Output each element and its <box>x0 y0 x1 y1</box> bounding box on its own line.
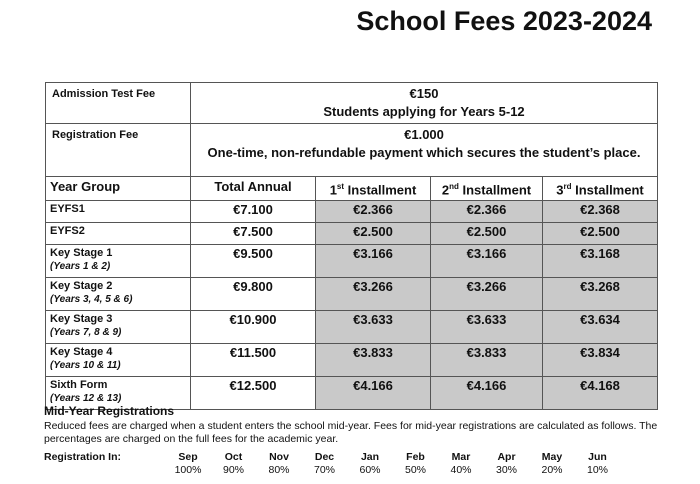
month-percentage: 40% <box>450 464 472 476</box>
month-percentage: 30% <box>495 464 517 476</box>
installment-cell: €3.833 <box>431 344 543 377</box>
installment-cell: €2.500 <box>431 223 543 245</box>
month-column <box>257 451 301 477</box>
total-annual-cell: €9.500 <box>191 245 316 278</box>
month-column <box>394 451 438 477</box>
total-annual-cell: €9.800 <box>191 278 316 311</box>
year-group-sub: (Years 10 & 11) <box>50 360 121 372</box>
installment-cell: €3.266 <box>316 278 431 311</box>
month-column <box>530 451 574 477</box>
month-name: May <box>541 451 563 463</box>
header-installment-3: 3rd Installment <box>543 177 658 201</box>
year-group-sub: (Years 12 & 13) <box>50 393 122 405</box>
month-name: Dec <box>314 451 335 463</box>
month-percentage: 70% <box>313 464 335 476</box>
installment-cell: €4.168 <box>543 377 658 410</box>
year-group-cell <box>46 344 191 377</box>
month-percentage: 100% <box>174 464 202 476</box>
installment-cell: €2.366 <box>431 201 543 223</box>
month-column <box>485 451 529 477</box>
year-group-name: Sixth Form <box>50 379 108 392</box>
registration-note: One-time, non-refundable payment which secures the student’s place. <box>207 145 641 160</box>
installment-cell: €3.268 <box>543 278 658 311</box>
year-group-sub: (Years 1 & 2) <box>50 261 111 273</box>
table-row <box>46 278 658 311</box>
installment-cell: €2.368 <box>543 201 658 223</box>
month-name: Jun <box>588 451 607 463</box>
installment-cell: €2.366 <box>316 201 431 223</box>
page-title: School Fees 2023-2024 <box>356 6 652 36</box>
total-annual-cell: €11.500 <box>191 344 316 377</box>
month-percentage: 80% <box>268 464 290 476</box>
installment-cell: €2.500 <box>543 223 658 245</box>
table-row <box>46 201 658 223</box>
installment-cell: €3.633 <box>431 311 543 344</box>
month-name: Nov <box>269 451 289 463</box>
month-name: Mar <box>451 451 471 463</box>
year-group-name: Key Stage 2 <box>50 280 113 293</box>
month-percentage: 60% <box>359 464 381 476</box>
midyear-title: Mid-Year Registrations <box>44 404 175 418</box>
month-name: Feb <box>406 451 425 463</box>
registration-amount: €1.000 <box>404 127 444 142</box>
registration-in-label: Registration In: <box>44 451 122 463</box>
year-group-cell <box>46 245 191 278</box>
total-annual-cell: €7.500 <box>191 223 316 245</box>
installment-cell: €4.166 <box>431 377 543 410</box>
year-group-cell <box>46 201 191 223</box>
month-percentage: 20% <box>541 464 563 476</box>
year-group-name: Key Stage 4 <box>50 346 113 359</box>
table-row <box>46 245 658 278</box>
registration-label: Registration Fee <box>46 124 191 177</box>
month-percentage: 50% <box>404 464 426 476</box>
table-row <box>46 311 658 344</box>
admission-row <box>46 83 658 124</box>
year-group-cell <box>46 223 191 245</box>
year-group-name: EYFS1 <box>50 203 85 216</box>
fees-table <box>45 82 658 410</box>
month-percentage: 90% <box>222 464 244 476</box>
table-row <box>46 344 658 377</box>
month-percentage: 10% <box>586 464 608 476</box>
year-group-cell <box>46 278 191 311</box>
total-annual-cell: €12.500 <box>191 377 316 410</box>
month-name: Apr <box>497 451 516 463</box>
table-row <box>46 223 658 245</box>
year-group-name: Key Stage 3 <box>50 313 113 326</box>
admission-note: Students applying for Years 5-12 <box>323 104 525 119</box>
header-year-group: Year Group <box>46 177 191 201</box>
year-group-cell <box>46 311 191 344</box>
installment-cell: €3.166 <box>431 245 543 278</box>
year-group-sub: (Years 3, 4, 5 & 6) <box>50 294 133 306</box>
installment-cell: €3.634 <box>543 311 658 344</box>
installment-cell: €3.168 <box>543 245 658 278</box>
admission-amount: €150 <box>409 86 439 101</box>
installment-cell: €3.833 <box>316 344 431 377</box>
year-group-name: EYFS2 <box>50 225 85 238</box>
month-column <box>166 451 210 477</box>
month-name: Oct <box>224 451 243 463</box>
installment-cell: €3.633 <box>316 311 431 344</box>
month-name: Jan <box>360 451 380 463</box>
month-column <box>439 451 483 477</box>
total-annual-cell: €10.900 <box>191 311 316 344</box>
month-column <box>212 451 256 477</box>
year-group-sub: (Years 7, 8 & 9) <box>50 327 122 339</box>
installment-cell: €4.166 <box>316 377 431 410</box>
month-name: Sep <box>178 451 198 463</box>
installment-cell: €3.266 <box>431 278 543 311</box>
header-installment-1: 1st Installment <box>316 177 431 201</box>
installment-cell: €2.500 <box>316 223 431 245</box>
total-annual-cell: €7.100 <box>191 201 316 223</box>
table-header-row <box>46 177 658 201</box>
admission-label: Admission Test Fee <box>46 83 191 124</box>
registration-row <box>46 124 658 177</box>
admission-value <box>191 83 658 124</box>
year-group-name: Key Stage 1 <box>50 247 113 260</box>
installment-cell: €3.166 <box>316 245 431 278</box>
month-column <box>348 451 392 477</box>
month-column <box>576 451 620 477</box>
installment-cell: €3.834 <box>543 344 658 377</box>
midyear-text: Reduced fees are charged when a student enters the school mid-year. Fees for mid-year registrations are calculated as follows. The percentages are charged on the full fees for the academic year. <box>44 420 658 445</box>
registration-value <box>191 124 658 177</box>
header-total: Total Annual <box>191 177 316 201</box>
registration-months <box>44 451 664 481</box>
month-column <box>303 451 347 477</box>
header-installment-2: 2nd Installment <box>431 177 543 201</box>
